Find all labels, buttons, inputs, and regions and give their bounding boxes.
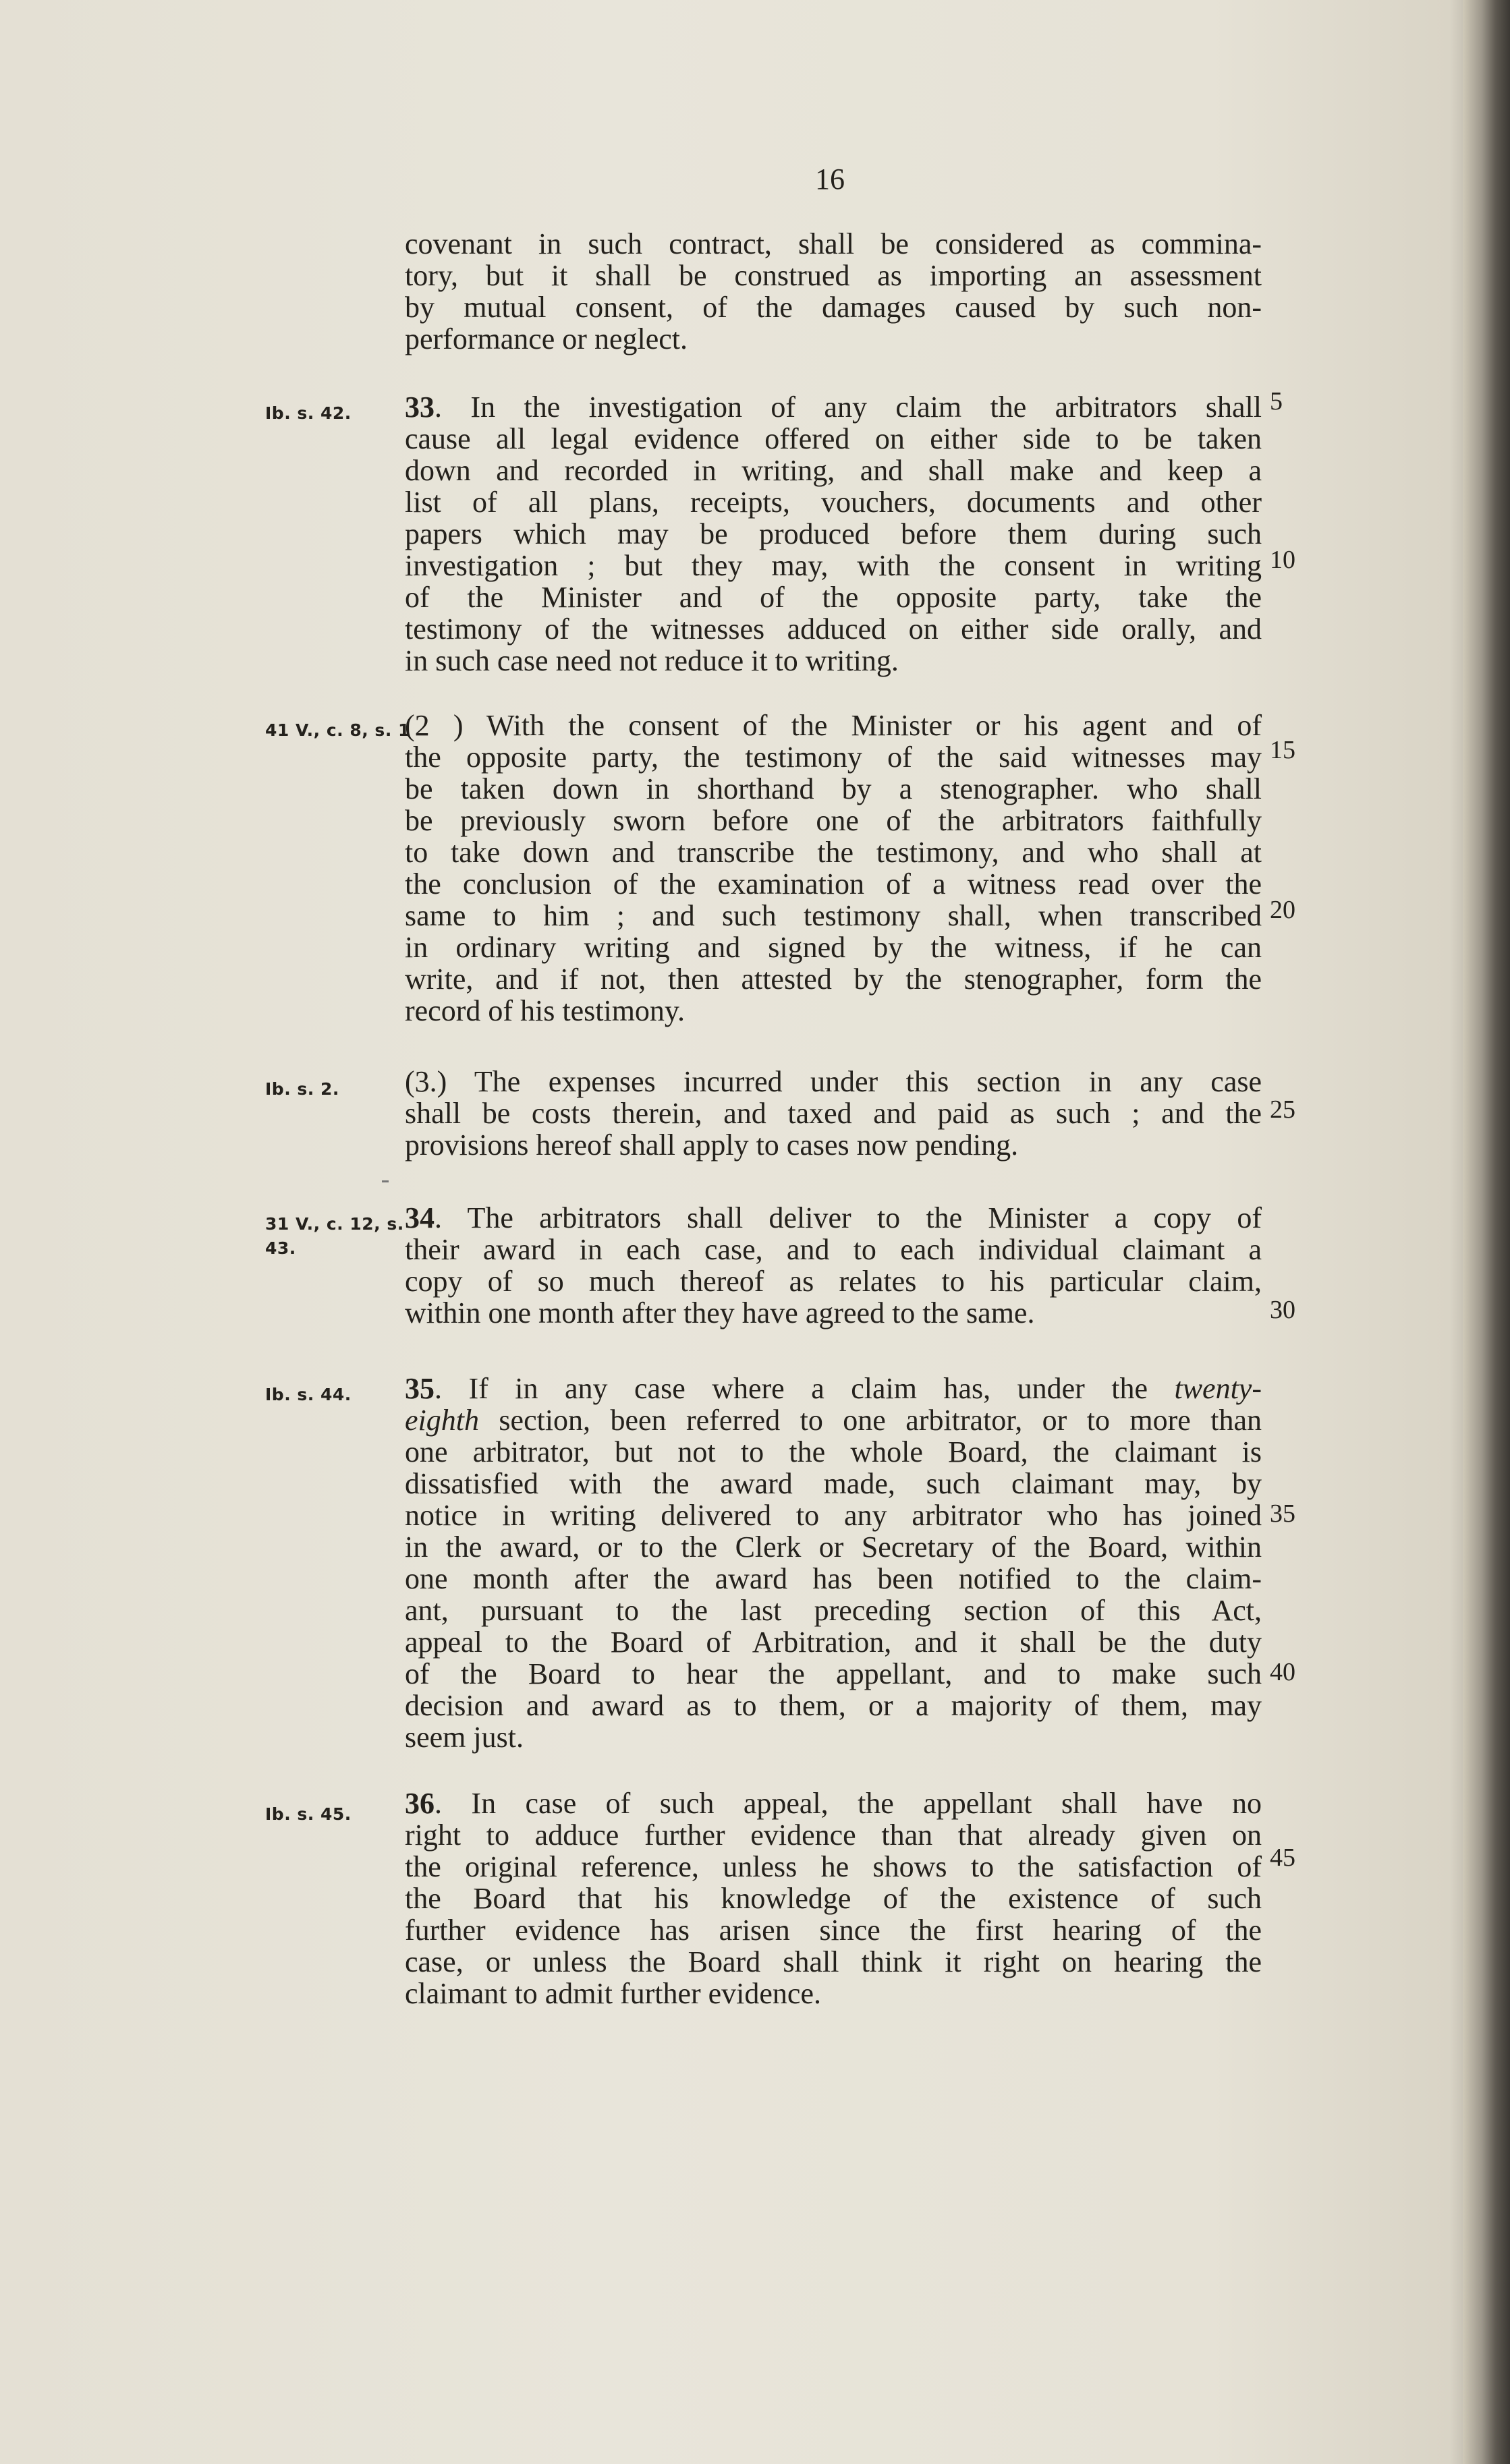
section-number: 34 [405, 1201, 435, 1234]
line-number: 5 [1270, 387, 1283, 416]
line-number: 10 [1270, 546, 1295, 574]
section-35 [405, 1373, 1262, 1753]
text-line: (3.) The expenses incurred under this section in any case [405, 1065, 1262, 1098]
text-line: covenant in such contract, shall be considered as commina- [405, 227, 1262, 260]
text-line: by mutual consent, of the damages caused by such non- [405, 291, 1262, 324]
text-line: investigation ; but they may, with the consent in writing [405, 549, 1262, 582]
line-number: 45 [1270, 1843, 1295, 1872]
text-line: in the award, or to the Clerk or Secretary of the Board, within [405, 1530, 1262, 1564]
text-line: of the Board to hear the appellant, and to make such [405, 1657, 1262, 1690]
subsection-3 [405, 1066, 1262, 1161]
text-line: performance or neglect. [405, 322, 688, 355]
text-line: appeal to the Board of Arbitration, and it shall be the duty [405, 1626, 1262, 1659]
margin-reference: 41 V., c. 8, s. 1 [265, 720, 410, 740]
line-number: 40 [1270, 1658, 1295, 1686]
text-line: of the Minister and of the opposite party, take the [405, 581, 1262, 614]
text-line: record of his testimony. [405, 994, 686, 1027]
text-line: their award in each case, and to each individual claimant a [405, 1233, 1262, 1266]
text-line: within one month after they have agreed to the same. [405, 1296, 1035, 1329]
margin-reference: Ib. s. 44. [265, 1385, 352, 1404]
line-number: 15 [1270, 736, 1295, 764]
text-line: 36. In case of such appeal, the appellant shall have no [405, 1787, 1262, 1820]
margin-reference: Ib. s. 2. [265, 1079, 339, 1099]
text-line: in such case need not reduce it to writing. [405, 644, 899, 677]
text-line: papers which may be produced before them during such [405, 517, 1262, 550]
text-line: the Board that his knowledge of the existence of such [405, 1882, 1262, 1915]
text-line: in ordinary writing and signed by the witness, if he can [405, 931, 1262, 964]
paragraph-continuation [405, 228, 1262, 355]
page-number: 16 [815, 163, 845, 196]
text-line: provisions hereof shall apply to cases now pending. [405, 1128, 1019, 1162]
section-34 [405, 1202, 1262, 1329]
text-line: to take down and transcribe the testimony, and who shall at [405, 836, 1262, 869]
text-line: tory, but it shall be construed as importing an assessment [405, 259, 1262, 292]
text-line: 35. If in any case where a claim has, under the twenty- [405, 1372, 1262, 1405]
text-line: 34. The arbitrators shall deliver to the Minister a copy of [405, 1201, 1262, 1234]
line-number: 30 [1270, 1296, 1295, 1324]
section-number: 36 [405, 1787, 435, 1820]
text-line: be previously sworn before one of the arbitrators faithfully [405, 804, 1262, 837]
text-line: testimony of the witnesses adduced on either side orally, and [405, 612, 1262, 646]
margin-reference: Ib. s. 45. [265, 1804, 352, 1824]
margin-reference: Ib. s. 42. [265, 403, 352, 423]
text-line: down and recorded in writing, and shall make and keep a [405, 454, 1262, 487]
subsection-2 [405, 710, 1262, 1027]
text-line: one arbitrator, but not to the whole Board, the claimant is [405, 1435, 1262, 1468]
text-line: copy of so much thereof as relates to his particular claim, [405, 1265, 1262, 1298]
line-number: 20 [1270, 896, 1295, 924]
text-line: 33. In the investigation of any claim the arbitrators shall [405, 391, 1262, 424]
text-line: case, or unless the Board shall think it right on hearing the [405, 1945, 1262, 1978]
text-line: notice in writing delivered to any arbitrator who has joined [405, 1499, 1262, 1532]
text-line: eighth section, been referred to one arbitrator, or to more than [405, 1404, 1262, 1437]
text-line: (2 ) With the consent of the Minister or his agent and of [405, 709, 1262, 742]
text-line: the original reference, unless he shows to the satisfaction of [405, 1850, 1262, 1883]
text-line: be taken down in shorthand by a stenographer. who shall [405, 772, 1262, 805]
text-line: cause all legal evidence offered on either side to be taken [405, 422, 1262, 455]
book-binding-edge [1463, 0, 1510, 2464]
line-number: 25 [1270, 1095, 1295, 1124]
text-line: write, and if not, then attested by the stenographer, form the [405, 963, 1262, 996]
line-number: 35 [1270, 1499, 1295, 1528]
text-line: dissatisfied with the award made, such claimant may, by [405, 1467, 1262, 1500]
text-line: the conclusion of the examination of a witness read over the [405, 867, 1262, 900]
section-33 [405, 391, 1262, 677]
text-line: claimant to admit further evidence. [405, 1977, 821, 2010]
section-number: 33 [405, 391, 435, 424]
section-number: 35 [405, 1372, 435, 1405]
text-line: same to him ; and such testimony shall, when transcribed [405, 899, 1262, 932]
text-line: decision and award as to them, or a majority of them, may [405, 1689, 1262, 1722]
text-line: the opposite party, the testimony of the said witnesses may [405, 741, 1262, 774]
text-line: ant, pursuant to the last preceding section of this Act, [405, 1594, 1262, 1627]
text-line: shall be costs therein, and taxed and paid as such ; and the [405, 1097, 1262, 1130]
text-line: list of all plans, receipts, vouchers, documents and other [405, 486, 1262, 519]
section-36 [405, 1787, 1262, 2009]
margin-reference: 31 V., c. 12, s. 43. [265, 1214, 404, 1258]
text-line: further evidence has arisen since the first hearing of the [405, 1914, 1262, 1947]
text-line: right to adduce further evidence than that already given on [405, 1818, 1262, 1852]
ink-mark [382, 1180, 389, 1182]
text-line: seem just. [405, 1721, 524, 1754]
text-line: one month after the award has been notified to the claim- [405, 1562, 1262, 1595]
